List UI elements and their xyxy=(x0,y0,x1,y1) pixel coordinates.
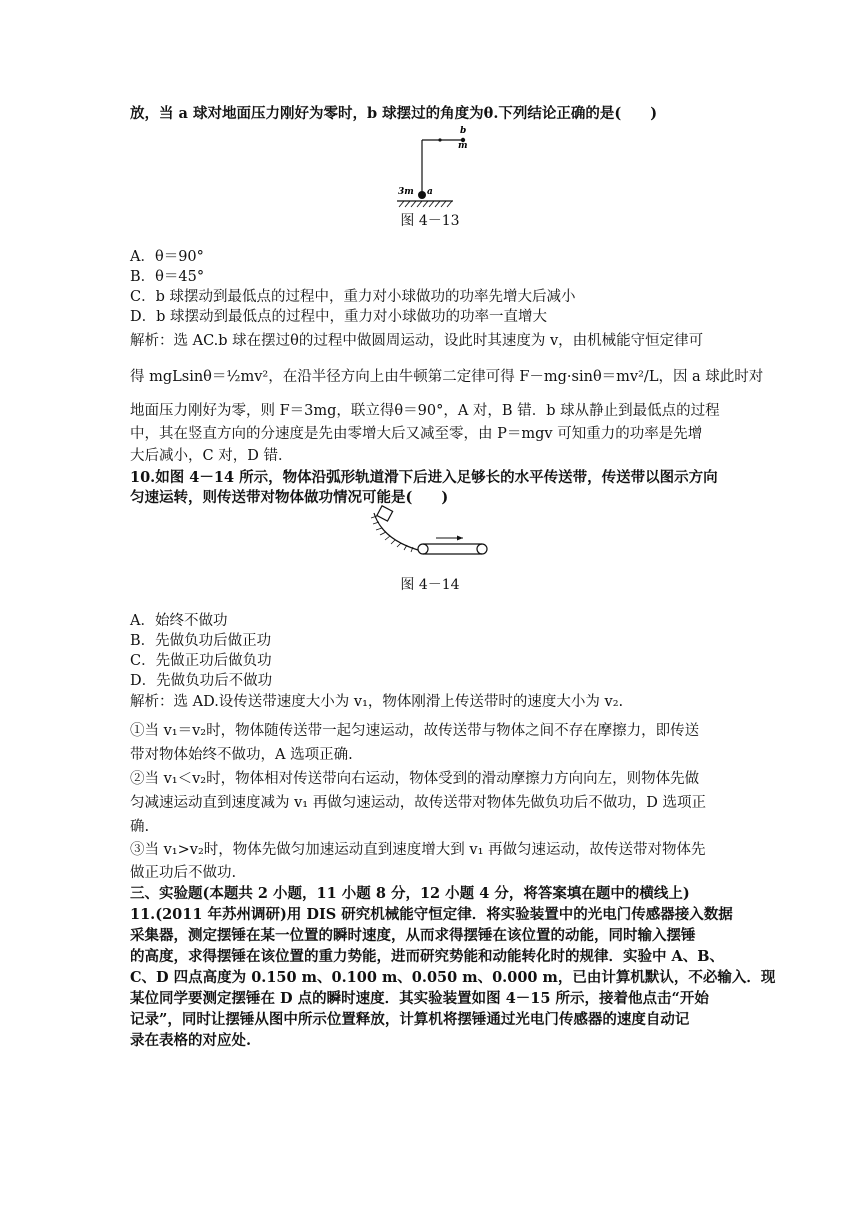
label-3m: 3m xyxy=(398,187,414,197)
q9-option-a: A．θ＝90° xyxy=(130,249,204,265)
section-3-heading: 三、实验题(本题共 2 小题，11 小题 8 分，12 小题 4 分，将答案填在题中的横线上) xyxy=(130,885,690,902)
label-m: m xyxy=(458,141,468,151)
q11-line-2: 采集器，测定摆锤在某一位置的瞬时速度，从而求得摆锤在该位置的动能，同时输入摆锤 xyxy=(130,927,696,944)
q10-analysis-line-4: ②当 v₁＜v₂时，物体相对传送带向右运动，物体受到的滑动摩擦力方向向左，则物体先做 xyxy=(130,771,700,787)
q11-line-4: C、D 四点高度为 0.150 m、0.100 m、0.050 m、0.000 m，已由计算机默认，不必输入．现 xyxy=(130,969,776,986)
figure-4-14 xyxy=(370,505,500,565)
q11-line-7: 录在表格的对应处. xyxy=(130,1032,252,1049)
figure-4-13 xyxy=(395,122,485,212)
q9-analysis-line-1: 解析：选 AC.b 球在摆过θ的过程中做圆周运动，设此时其速度为 v，由机械能守恒定律可 xyxy=(130,333,704,349)
ball-a xyxy=(418,191,426,199)
label-a: a xyxy=(427,187,433,197)
q10-analysis-line-6: 确. xyxy=(130,819,150,835)
q9-analysis-line-2: 得 mgLsinθ＝½mv²，在沿半径方向上由牛顿第二定律可得 F－mg·sinθ＝mv²/L，因 a 球此时对 xyxy=(130,369,764,385)
q10-option-a: A．始终不做功 xyxy=(130,613,228,629)
q11-line-5: 某位同学要测定摆锤在 D 点的瞬时速度．其实验装置如图 4－15 所示，接着他点击“开始 xyxy=(130,990,709,1007)
q9-analysis-line-5: 大后减小，C 对，D 错． xyxy=(130,448,293,464)
q10-analysis-line-7: ③当 v₁>v₂时，物体先做匀加速运动直到速度增大到 v₁ 再做匀速运动，故传送带对物体先 xyxy=(130,842,706,858)
pulley-left xyxy=(418,544,428,554)
sliding-block xyxy=(377,506,393,521)
label-b: b xyxy=(460,126,467,136)
q9-option-c: C．b 球摆动到最低点的过程中，重力对小球做功的功率先增大后减小 xyxy=(130,289,576,305)
q10-option-c: C．先做正功后做负功 xyxy=(130,653,272,669)
q9-analysis-line-4: 中，其在竖直方向的分速度是先由零增大后又减至零，由 P＝mgv 可知重力的功率是先增 xyxy=(130,426,703,442)
q9-analysis-line-3: 地面压力刚好为零，则 F＝3mg，联立得θ＝90°，A 对，B 错．b 球从静止到最低点的过程 xyxy=(130,403,720,419)
q10-analysis-line-5: 匀减速运动直到速度减为 v₁ 再做匀速运动，故传送带对物体先做负功后不做功，D 选项正 xyxy=(130,795,706,811)
q10-analysis-line-3: 带对物体始终不做功，A 选项正确. xyxy=(130,747,353,763)
pulley-right xyxy=(477,544,487,554)
figure-4-14-caption: 图 4－14 xyxy=(400,577,460,593)
q10-analysis-line-1: 解析：选 AD.设传送带速度大小为 v₁，物体刚滑上传送带时的速度大小为 v₂. xyxy=(130,694,624,710)
q10-stem-line-2: 匀速运转，则传送带对物体做功情况可能是( ) xyxy=(130,489,449,506)
q10-analysis-line-2: ①当 v₁＝v₂时，物体随传送带一起匀速运动，故传送带与物体之间不存在摩擦力，即传送 xyxy=(130,723,700,739)
q9-option-d: D．b 球摆动到最低点的过程中，重力对小球做功的功率一直增大 xyxy=(130,309,548,325)
q11-line-3: 的高度，求得摆锤在该位置的重力势能，进而研究势能和动能转化时的规律．实验中 A、B、 xyxy=(130,948,725,965)
q11-line-1: 11.(2011 年苏州调研)用 DIS 研究机械能守恒定律．将实验装置中的光电门传感器接入数据 xyxy=(130,906,733,923)
q11-line-6: 记录”，同时让摆锤从图中所示位置释放，计算机将摆锤通过光电门传感器的速度自动记 xyxy=(130,1011,690,1028)
q10-analysis-line-8: 做正功后不做功. xyxy=(130,865,237,881)
q10-option-b: B．先做负功后做正功 xyxy=(130,633,272,649)
q9-option-b: B．θ＝45° xyxy=(130,269,205,285)
q9-stem-tail: 放，当 a 球对地面压力刚好为零时，b 球摆过的角度为θ.下列结论正确的是( ) xyxy=(130,105,658,122)
figure-4-13-caption: 图 4－13 xyxy=(400,213,460,229)
q10-option-d: D．先做负功后不做功 xyxy=(130,673,273,689)
q10-stem-line-1: 10.如图 4－14 所示，物体沿弧形轨道滑下后进入足够长的水平传送带，传送带以图示方向 xyxy=(130,469,718,486)
